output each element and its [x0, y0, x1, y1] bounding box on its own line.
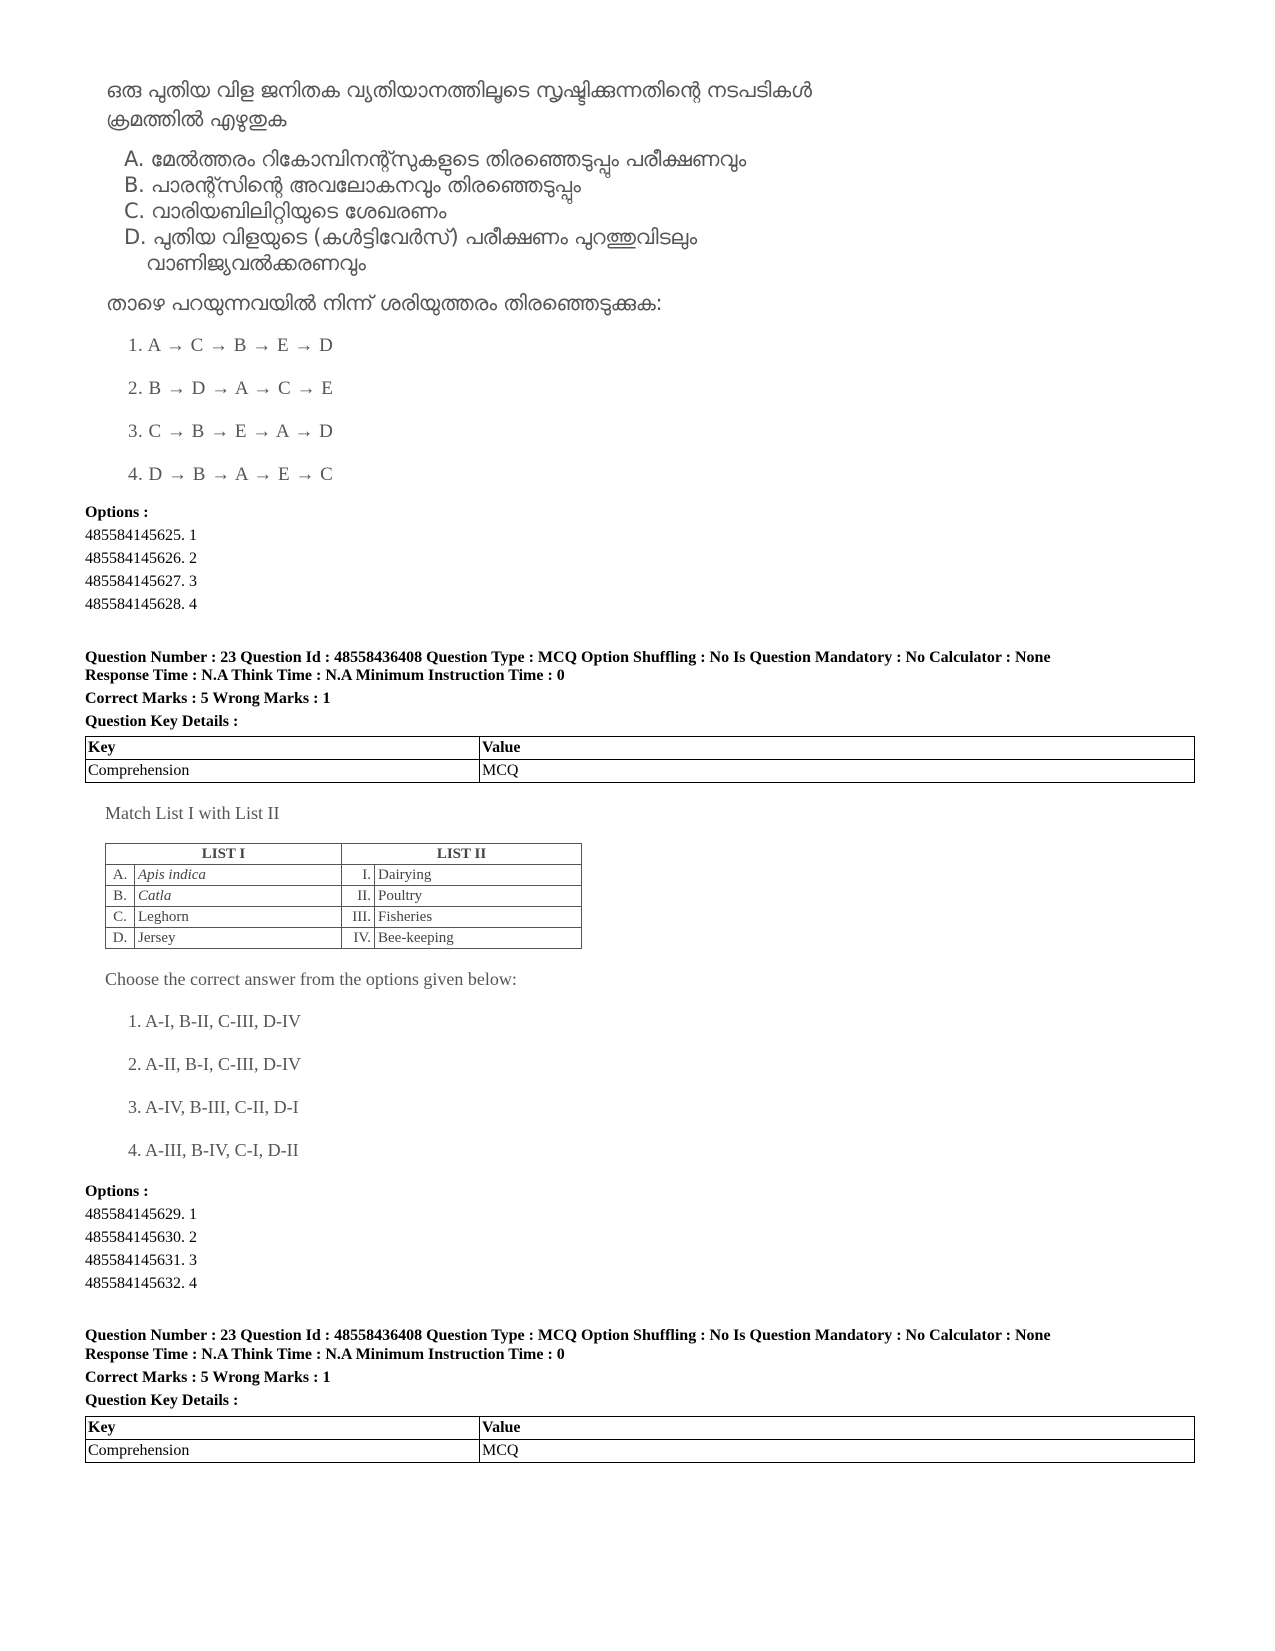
instruction-text: താഴെ പറയുന്നവയിൽ നിന്ന് ശരിയുത്തരം തിരഞ്ഞെടുക്കുക:	[106, 291, 663, 315]
table-header-key: Key	[86, 737, 480, 760]
answer-choice: 4. D → B → A → E → C	[128, 464, 334, 485]
step-item: A. മേൽത്തരം റികോമ്പിനന്റ്സുകളുടെ തിരഞ്ഞെടുപ്പും പരീക്ഷണവും	[124, 147, 746, 171]
list2-item: Poultry	[375, 886, 582, 907]
option-item: 485584145626. 2	[85, 550, 197, 567]
choose-instruction: Choose the correct answer from the options given below:	[105, 969, 517, 989]
key-details-label: Question Key Details :	[85, 1392, 239, 1409]
list2-item: Dairying	[375, 865, 582, 886]
match-list-table	[105, 843, 582, 949]
step-item: C. വാരിയബിലിറ്റിയുടെ ശേഖരണം	[124, 199, 447, 223]
table-cell-value: MCQ	[480, 760, 1195, 783]
answer-choice: 1. A → C → B → E → D	[128, 335, 334, 356]
key-details-label: Question Key Details :	[85, 713, 239, 730]
table-row	[86, 1440, 1195, 1463]
table-row	[86, 737, 1195, 760]
table-header-value: Value	[480, 737, 1195, 760]
list-letter: B.	[106, 886, 135, 907]
answer-choice: 2. B → D → A → C → E	[128, 378, 334, 399]
list2-header: LIST II	[342, 844, 582, 865]
list-numeral: IV.	[342, 928, 375, 949]
table-header-value: Value	[480, 1417, 1195, 1440]
list1-header: LIST I	[106, 844, 342, 865]
option-item: 485584145628. 4	[85, 596, 197, 613]
table-cell-key: Comprehension	[86, 1440, 480, 1463]
table-row	[86, 1417, 1195, 1440]
table-row	[106, 886, 582, 907]
list1-item: Jersey	[135, 928, 342, 949]
answer-choice: 4. A-III, B-IV, C-I, D-II	[128, 1140, 299, 1160]
option-item: 485584145630. 2	[85, 1229, 197, 1246]
list2-item: Fisheries	[375, 907, 582, 928]
key-details-table	[85, 736, 1195, 783]
option-item: 485584145627. 3	[85, 573, 197, 590]
list-letter: A.	[106, 865, 135, 886]
match-title: Match List I with List II	[105, 803, 280, 823]
table-header-key: Key	[86, 1417, 480, 1440]
list-numeral: III.	[342, 907, 375, 928]
option-item: 485584145632. 4	[85, 1275, 197, 1292]
step-item: B. പാരന്റ്സിന്റെ അവലോകനവും തിരഞ്ഞെടുപ്പും	[124, 173, 581, 197]
options-label: Options :	[85, 1183, 149, 1200]
marks-info: Correct Marks : 5 Wrong Marks : 1	[85, 1369, 331, 1386]
list1-item: Leghorn	[135, 907, 342, 928]
key-details-table	[85, 1416, 1195, 1463]
option-item: 485584145625. 1	[85, 527, 197, 544]
table-row	[106, 865, 582, 886]
stem-line: ക്രമത്തിൽ എഴുതുക	[106, 107, 287, 131]
question-meta: Response Time : N.A Think Time : N.A Minimum Instruction Time : 0	[85, 667, 565, 684]
step-item: D. പുതിയ വിളയുടെ (കൾട്ടിവേർസ്) പരീക്ഷണം പുറത്തുവിടലും	[124, 225, 697, 249]
answer-choice: 1. A-I, B-II, C-III, D-IV	[128, 1011, 301, 1031]
list-numeral: I.	[342, 865, 375, 886]
marks-info: Correct Marks : 5 Wrong Marks : 1	[85, 690, 331, 707]
table-cell-value: MCQ	[480, 1440, 1195, 1463]
option-item: 485584145629. 1	[85, 1206, 197, 1223]
step-item: വാണിജ്യവൽക്കരണവും	[146, 251, 366, 275]
table-row	[106, 928, 582, 949]
answer-choice: 2. A-II, B-I, C-III, D-IV	[128, 1054, 301, 1074]
list1-item: Catla	[135, 886, 342, 907]
list-numeral: II.	[342, 886, 375, 907]
stem-line: ഒരു പുതിയ വിള ജനിതക വ്യതിയാനത്തിലൂടെ സൃഷ്ടിക്കുന്നതിന്റെ നടപടികൾ	[106, 78, 812, 102]
step-list	[124, 146, 984, 276]
list1-item: Apis indica	[135, 865, 342, 886]
answer-choice: 3. C → B → E → A → D	[128, 421, 334, 442]
list-letter: C.	[106, 907, 135, 928]
table-cell-key: Comprehension	[86, 760, 480, 783]
list-letter: D.	[106, 928, 135, 949]
question-stem	[106, 76, 1006, 134]
table-row	[86, 760, 1195, 783]
answer-choice: 3. A-IV, B-III, C-II, D-I	[128, 1097, 299, 1117]
question-meta: Question Number : 23 Question Id : 48558436408 Question Type : MCQ Option Shuffling : No Is Question Mandatory : No Calculator : None	[85, 649, 1051, 666]
table-row	[106, 907, 582, 928]
question-meta: Response Time : N.A Think Time : N.A Minimum Instruction Time : 0	[85, 1346, 565, 1363]
table-row	[106, 844, 582, 865]
question-meta: Question Number : 23 Question Id : 48558436408 Question Type : MCQ Option Shuffling : No Is Question Mandatory : No Calculator : None	[85, 1327, 1051, 1344]
option-item: 485584145631. 3	[85, 1252, 197, 1269]
options-label: Options :	[85, 504, 149, 521]
list2-item: Bee-keeping	[375, 928, 582, 949]
